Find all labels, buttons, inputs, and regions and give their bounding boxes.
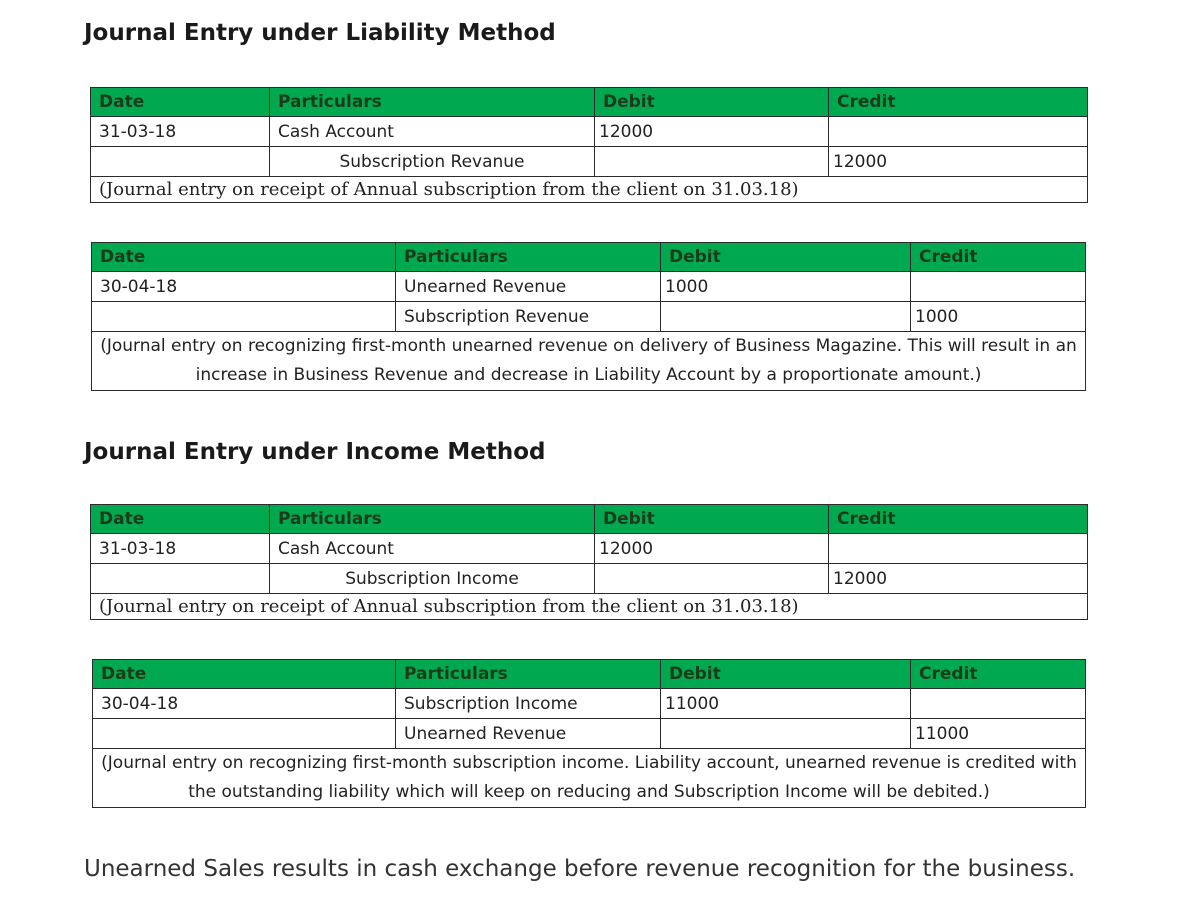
cell-debit: 12000 (595, 117, 829, 147)
journal-table-income-1 (90, 504, 1088, 620)
table-row (91, 534, 1088, 564)
cell-particulars: Cash Account (270, 117, 595, 147)
cell-credit: 12000 (829, 564, 1088, 594)
cell-debit: 11000 (661, 689, 911, 719)
header-date: Date (91, 505, 270, 534)
journal-note: (Journal entry on receipt of Annual subscription from the client on 31.03.18) (91, 594, 1088, 620)
cell-debit (595, 564, 829, 594)
table-row (91, 147, 1088, 177)
header-credit: Credit (829, 505, 1088, 534)
header-date: Date (92, 243, 396, 272)
journal-table-income-2 (92, 659, 1086, 808)
cell-date (93, 719, 396, 749)
cell-particulars: Subscription Revenue (396, 302, 661, 332)
cell-particulars: Unearned Revenue (396, 719, 661, 749)
header-particulars: Particulars (396, 243, 661, 272)
table-row (93, 719, 1086, 749)
header-debit: Debit (595, 505, 829, 534)
journal-table-liability-2 (91, 242, 1086, 391)
cell-particulars: Unearned Revenue (396, 272, 661, 302)
header-particulars: Particulars (396, 660, 661, 689)
cell-date: 30-04-18 (92, 272, 396, 302)
header-particulars: Particulars (270, 505, 595, 534)
cell-credit (911, 689, 1086, 719)
cell-credit: 12000 (829, 147, 1088, 177)
cell-credit (829, 117, 1088, 147)
cell-particulars: Subscription Revanue (270, 147, 595, 177)
cell-date (92, 302, 396, 332)
header-debit: Debit (661, 243, 911, 272)
header-date: Date (93, 660, 396, 689)
cell-credit: 11000 (911, 719, 1086, 749)
header-debit: Debit (595, 88, 829, 117)
table-header-row (93, 660, 1086, 689)
cell-date (91, 564, 270, 594)
cell-debit (661, 719, 911, 749)
table-header-row (91, 505, 1088, 534)
cell-particulars: Subscription Income (396, 689, 661, 719)
header-debit: Debit (661, 660, 911, 689)
table-note-row (91, 177, 1088, 203)
cell-debit: 1000 (661, 272, 911, 302)
cell-particulars: Cash Account (270, 534, 595, 564)
table-row (92, 272, 1086, 302)
header-credit: Credit (829, 88, 1088, 117)
liability-method-heading: Journal Entry under Liability Method (84, 20, 556, 46)
table-row (91, 117, 1088, 147)
cell-debit (595, 147, 829, 177)
header-credit: Credit (911, 243, 1086, 272)
cell-particulars: Subscription Income (270, 564, 595, 594)
header-particulars: Particulars (270, 88, 595, 117)
income-method-heading: Journal Entry under Income Method (84, 439, 546, 465)
cell-credit (829, 534, 1088, 564)
header-date: Date (91, 88, 270, 117)
table-header-row (92, 243, 1086, 272)
journal-note: (Journal entry on receipt of Annual subscription from the client on 31.03.18) (91, 177, 1088, 203)
table-row (93, 689, 1086, 719)
table-header-row (91, 88, 1088, 117)
table-row (92, 302, 1086, 332)
table-row (91, 564, 1088, 594)
table-note-row (91, 594, 1088, 620)
journal-table-liability-1 (90, 87, 1088, 203)
journal-note: (Journal entry on recognizing first-month unearned revenue on delivery of Business Magazine. This will result in an increase in Business Revenue and decrease in Liability Account by a proportionate amount.) (92, 332, 1086, 391)
header-credit: Credit (911, 660, 1086, 689)
cell-date (91, 147, 270, 177)
cell-date: 30-04-18 (93, 689, 396, 719)
cell-credit (911, 272, 1086, 302)
cell-date: 31-03-18 (91, 534, 270, 564)
cell-date: 31-03-18 (91, 117, 270, 147)
cell-debit (661, 302, 911, 332)
cell-credit: 1000 (911, 302, 1086, 332)
table-note-row (92, 332, 1086, 391)
summary-text: Unearned Sales results in cash exchange before revenue recognition for the business. (84, 856, 1076, 882)
table-note-row (93, 749, 1086, 808)
journal-note: (Journal entry on recognizing first-month subscription income. Liability account, unearned revenue is credited with the outstanding liability which will keep on reducing and Subscription Income will be debited.) (93, 749, 1086, 808)
cell-debit: 12000 (595, 534, 829, 564)
